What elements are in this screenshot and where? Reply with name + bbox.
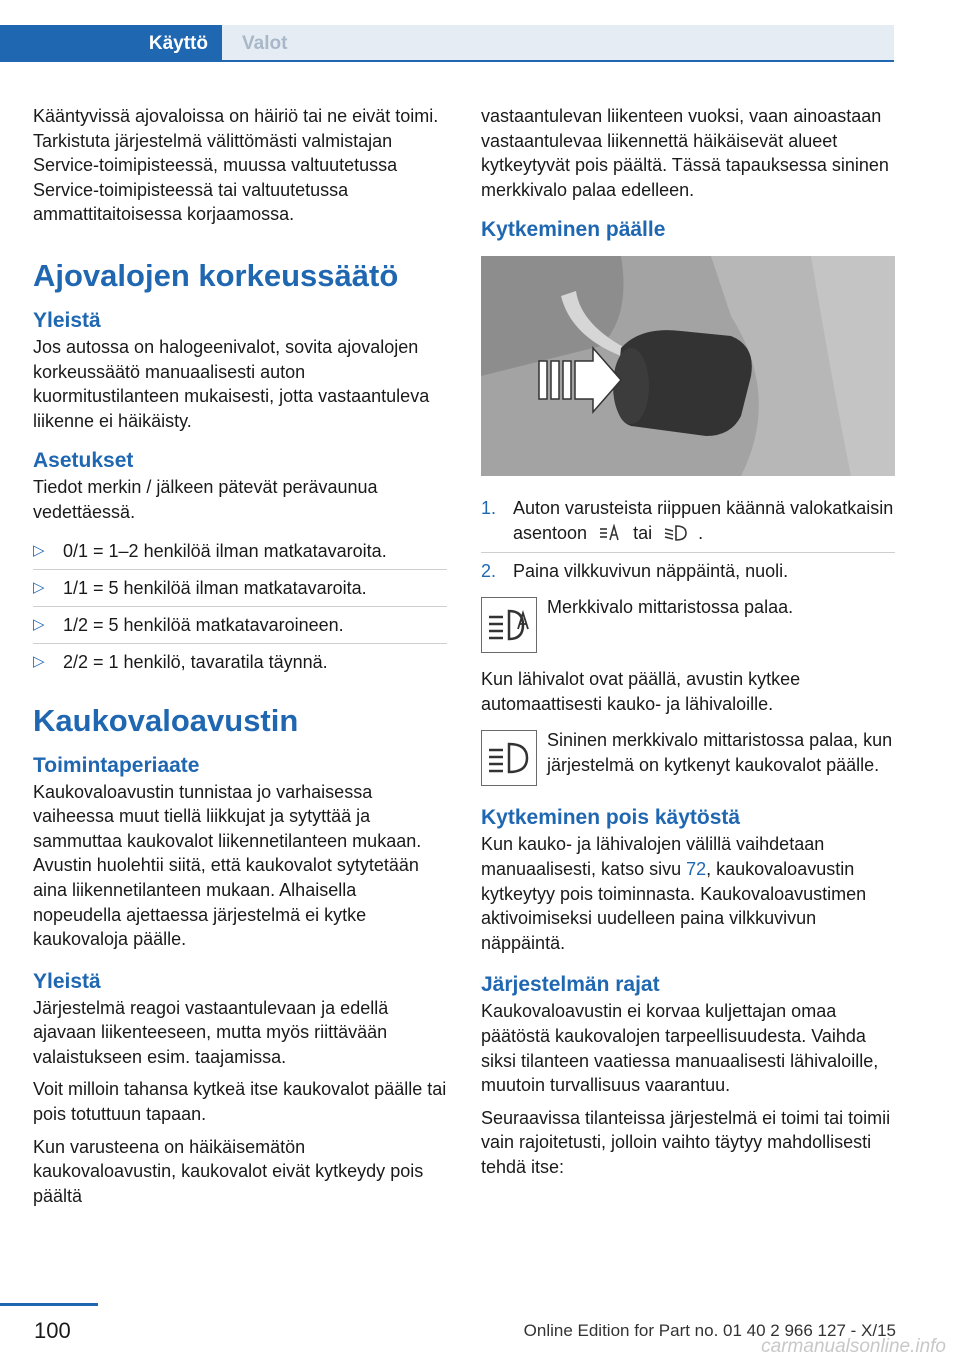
subheading-switch-on: Kytkeminen päälle (481, 218, 666, 242)
page-header (0, 0, 960, 66)
list-item (33, 533, 447, 570)
list-item-text: 2/2 = 1 henkilö, tavaratila täynnä. (63, 651, 328, 672)
bullet-triangle-icon: ▷ (33, 541, 45, 559)
principle-paragraph: Kaukovaloavustin tunnistaa jo varhaisessa vaiheessa muut tiellä liikkujat ja sytyttää ja sammuttaa kaukovalot liikennetilanteen mukaan. Avustin huolehtii siitä, että kaukovalot sytytetään aina liikennetilanteen mukaan. Alhaisella nopeudella ajettaessa järjestelmä ei kytke kaukovaloja päälle. (33, 781, 422, 950)
bullet-triangle-icon: ▷ (33, 652, 45, 670)
tab-kaytto[interactable]: Käyttö (0, 25, 222, 62)
general2-paragraph-3: Kun varusteena on häikäisemätön kaukovaloavustin, kaukovalot eivät kytkeydy pois päältä (33, 1136, 424, 1206)
turn-signal-lever-photo (481, 256, 895, 476)
limits-paragraph-2: Seuraavissa tilanteissa järjestelmä ei toimi tai toimii vain rajoitetusti, jolloin vaihto täytyy mahdollisesti tehdä itse: (481, 1107, 891, 1177)
list-item-text: 1/1 = 5 henkilöä ilman matkatavaroita. (63, 577, 367, 598)
light-switch-auto-icon (598, 524, 622, 542)
step-text-end: . (698, 522, 704, 543)
list-item (33, 644, 447, 680)
step-connector: tai (633, 522, 653, 543)
subheading-settings: Asetukset (33, 449, 134, 473)
high-beam-assist-indicator-icon (481, 597, 537, 653)
high-beam-indicator-icon (481, 730, 537, 786)
subheading-principle: Toimintaperiaate (33, 753, 200, 777)
limits-paragraph-1: Kaukovaloavustin ei korvaa kuljettajan omaa päätöstä kaukovalojen tarpeellisuudesta. Vaihda siksi tilanteen vaatiessa manuaalisesti lähivaloille, muutoin turvallisuus vaarantuu. (481, 1001, 879, 1096)
step-number: 1. (481, 498, 497, 519)
step-item (481, 490, 895, 552)
indicator-row-1 (481, 595, 895, 653)
general2-paragraph-2: Voit milloin tahansa kytkeä itse kaukovalot päälle tai pois totuttuun tapaan. (33, 1079, 447, 1125)
lever-illustration (481, 256, 895, 476)
subheading-switch-off: Kytkeminen pois käytöstä (481, 806, 741, 830)
indicator-2-text: Sininen merkkivalo mittaristossa palaa, kun järjestelmä on kytkenyt kaukovalot päälle. (547, 730, 893, 775)
heading-high-beam-assistant: Kaukovaloavustin (33, 702, 299, 738)
bullet-triangle-icon: ▷ (33, 615, 45, 633)
indicator-1-text: Merkkivalo mittaristossa palaa. (547, 597, 794, 618)
list-item-text: 1/2 = 5 henkilöä matkatavaroineen. (63, 614, 344, 635)
list-item-text: 0/1 = 1–2 henkilöä ilman matkatavaroita. (63, 540, 387, 561)
intro-paragraph: Kääntyvissä ajovaloissa on häiriö tai ne eivät toimi. Tarkistuta järjestelmä välittömästi valmistajan Service-toimipisteessä, muussa valtuutetussa Service-toimipisteessä tai valtuutetussa ammattitaitoisessa korjaamossa. (33, 106, 439, 225)
general-paragraph: Jos autossa on halogeenivalot, sovita ajovalojen korkeussäätö manuaalisesti auton kuormitustilanteen mukaisesti, jotta vastaantuleva liikenne ei häikäisty. (33, 336, 430, 431)
indicator-row-2 (481, 728, 895, 786)
low-beam-icon (663, 524, 687, 542)
lowbeam-paragraph: Kun lähivalot ovat päällä, avustin kytkee automaattisesti kauko- ja lähivaloille. (481, 669, 801, 714)
heading-headlight-range: Ajovalojen korkeussäätö (33, 257, 399, 293)
step-text: Paina vilkkuvivun näppäintä, nuoli. (513, 560, 789, 581)
switch-off-paragraph (481, 832, 895, 955)
subheading-general: Yleistä (33, 308, 101, 332)
page-72-link[interactable]: 72 (686, 858, 707, 879)
switch-off-text-cont: , kaukovaloavustin kytkeytyy pois toiminnasta. Kaukovaloavustimen aktivoimiseksi uudelleen paina vilkkuvivun näppäintä. (481, 858, 867, 953)
tab-valot[interactable]: Valot (222, 25, 894, 62)
general2-paragraph-1: Järjestelmä reagoi vastaantulevaan ja edellä ajavaan liikenteeseen, mutta myös riittävään valaistukseen esim. taajamissa. (33, 997, 389, 1067)
bullet-triangle-icon: ▷ (33, 578, 45, 596)
step-number: 2. (481, 560, 497, 581)
page-number: 100 (34, 1318, 71, 1343)
settings-paragraph: Tiedot merkin / jälkeen pätevät perävaunua vedettäessä. (33, 477, 378, 522)
list-item (33, 570, 447, 607)
footer-divider (0, 1303, 98, 1306)
step-text: Auton varusteista riippuen käännä valokatkaisin asentoon (513, 498, 894, 543)
left-column (33, 104, 447, 1216)
subheading-limits: Järjestelmän rajat (481, 973, 660, 997)
step-item (481, 553, 895, 590)
right-column (481, 104, 895, 1187)
list-item (33, 607, 447, 644)
edition-text: Online Edition for Part no. 01 40 2 966 127 - X/15 (523, 1321, 896, 1340)
subheading-general-2: Yleistä (33, 969, 101, 993)
steps-list (481, 490, 895, 589)
watermark: carmanualsonline.info (761, 1336, 946, 1357)
header-divider (222, 60, 894, 62)
continued-paragraph: vastaantulevan liikenteen vuoksi, vaan ainoastaan vastaantulevaa liikennettä häikäisevät alueet kytkeytyvät pois päältä. Tässä tapauksessa sininen merkkivalo palaa edelleen. (481, 106, 889, 200)
load-settings-list (33, 533, 447, 680)
switch-off-text: Kun kauko- ja lähivalojen välillä vaihdetaan manuaalisesti, katso sivu (481, 834, 825, 879)
